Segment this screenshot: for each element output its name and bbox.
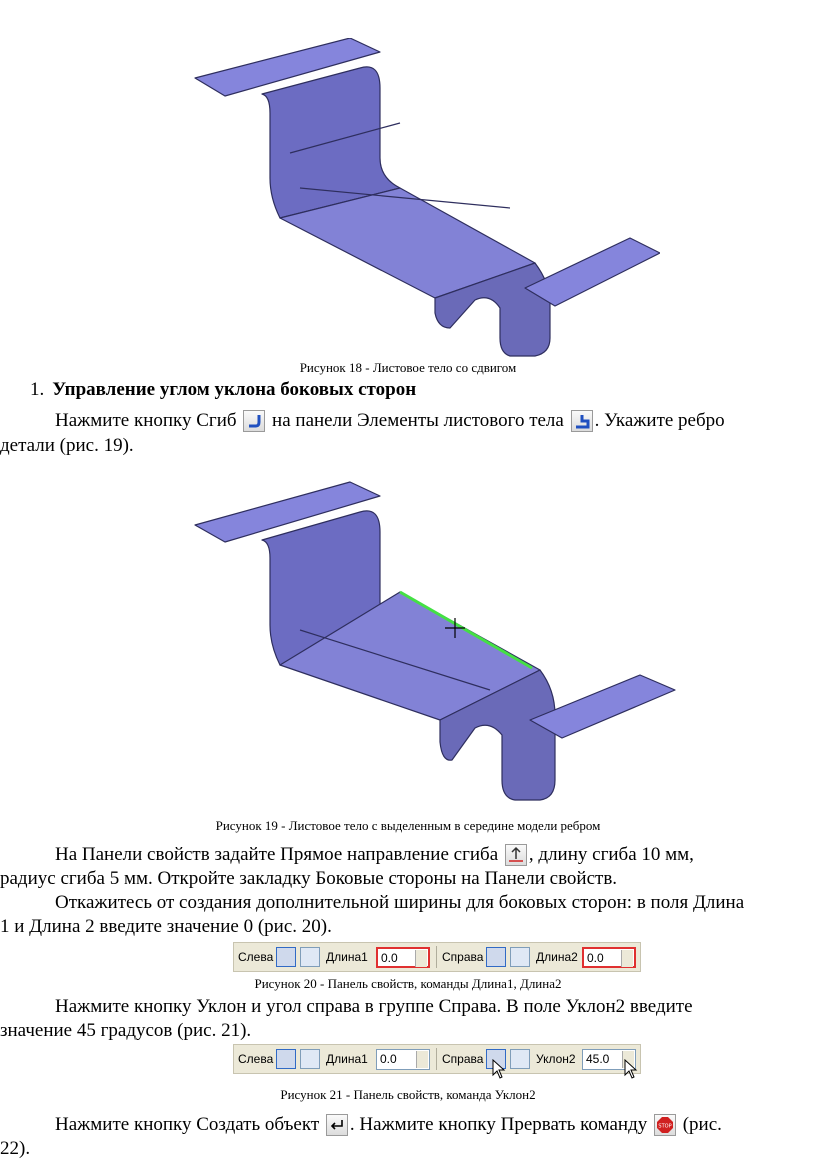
section-title: Управление углом уклона боковых сторон — [52, 379, 417, 400]
figure-21-caption: Рисунок 21 - Панель свойств, команда Уклон2 — [280, 1087, 536, 1102]
length1-label: Длина1 — [326, 1052, 368, 1066]
paragraph-1-line-2: детали (рис. 19). — [0, 435, 134, 456]
paragraph-2-line-2: радиус сгиба 5 мм. Откройте закладку Боковые стороны на Панели свойств. — [0, 868, 618, 889]
direction-icon[interactable] — [505, 844, 527, 866]
right-side-button[interactable] — [510, 947, 530, 967]
length1-value: 0.0 — [381, 951, 398, 965]
left-side-button[interactable] — [300, 1049, 320, 1069]
sheet-elements-icon[interactable] — [571, 410, 593, 432]
paragraph-5-text-b: . Нажмите кнопку Прервать команду — [349, 1114, 648, 1135]
left-label: Слева — [238, 950, 274, 964]
section-number: 1. — [30, 379, 45, 400]
slope2-label: Уклон2 — [536, 1052, 576, 1066]
property-panel-fig21 — [233, 1044, 641, 1074]
paragraph-3-line-2: 1 и Длина 2 введите значение 0 (рис. 20). — [0, 916, 332, 937]
length1-value: 0.0 — [380, 1052, 397, 1066]
right-label: Справа — [442, 950, 484, 964]
length2-value: 0.0 — [587, 951, 604, 965]
figure-20-caption: Рисунок 20 - Панель свойств, команды Длина1, Длина2 — [254, 976, 562, 991]
arrow-cursor-icon — [624, 1059, 638, 1079]
bend-icon[interactable] — [243, 410, 265, 432]
left-extend-button[interactable] — [276, 947, 296, 967]
create-object-icon[interactable] — [326, 1114, 348, 1136]
right-side-button[interactable] — [510, 1049, 530, 1069]
length1-field[interactable] — [376, 947, 430, 968]
paragraph-1-text-a: Нажмите кнопку Сгиб — [55, 410, 237, 431]
paragraph-1-line-1 — [55, 410, 725, 432]
left-label: Слева — [238, 1052, 274, 1066]
length1-spinner[interactable] — [415, 950, 427, 967]
slope2-value: 45.0 — [586, 1052, 610, 1066]
property-panel-fig20 — [233, 942, 641, 972]
paragraph-5-text-a: Нажмите кнопку Создать объект — [55, 1114, 320, 1135]
section-heading — [30, 379, 416, 401]
length2-field[interactable] — [582, 947, 636, 968]
figure-19-caption: Рисунок 19 - Листовое тело с выделенным в середине модели ребром — [215, 818, 601, 833]
paragraph-1-text-b: на панели Элементы листового тела — [272, 410, 564, 431]
paragraph-2-text-a: На Панели свойств задайте Прямое направление сгиба — [55, 844, 499, 865]
separator — [436, 946, 437, 968]
svg-text:STOP: STOP — [658, 1123, 672, 1130]
figure-19-drawing — [190, 480, 680, 810]
paragraph-1-text-c: . Укажите ребро — [594, 410, 725, 431]
paragraph-2-line-1 — [55, 844, 694, 866]
paragraph-5-text-c: (рис. — [682, 1114, 722, 1135]
paragraph-4-line-1: Нажмите кнопку Уклон и угол справа в группе Справа. В поле Уклон2 введите — [55, 996, 693, 1017]
right-label: Справа — [442, 1052, 484, 1066]
paragraph-5-line-2: 22). — [0, 1138, 31, 1159]
paragraph-4-line-2: значение 45 градусов (рис. 21). — [0, 1020, 252, 1041]
left-extend-button[interactable] — [276, 1049, 296, 1069]
paragraph-2-text-b: , длину сгиба 10 мм, — [528, 844, 694, 865]
length2-label: Длина2 — [536, 950, 578, 964]
separator — [436, 1048, 437, 1070]
right-extend-button[interactable] — [486, 947, 506, 967]
paragraph-5-line-1 — [55, 1114, 722, 1136]
stop-icon[interactable] — [654, 1114, 676, 1136]
figure-18-drawing — [190, 38, 660, 358]
left-side-button[interactable] — [300, 947, 320, 967]
length1-field[interactable] — [376, 1049, 430, 1070]
figure-18-caption: Рисунок 18 - Листовое тело со сдвигом — [299, 360, 517, 375]
arrow-cursor-icon — [492, 1059, 506, 1079]
length1-spinner[interactable] — [416, 1051, 428, 1068]
paragraph-3-line-1: Откажитесь от создания дополнительной ширины для боковых сторон: в поля Длина — [55, 892, 745, 913]
length2-spinner[interactable] — [621, 950, 633, 967]
length1-label: Длина1 — [326, 950, 368, 964]
